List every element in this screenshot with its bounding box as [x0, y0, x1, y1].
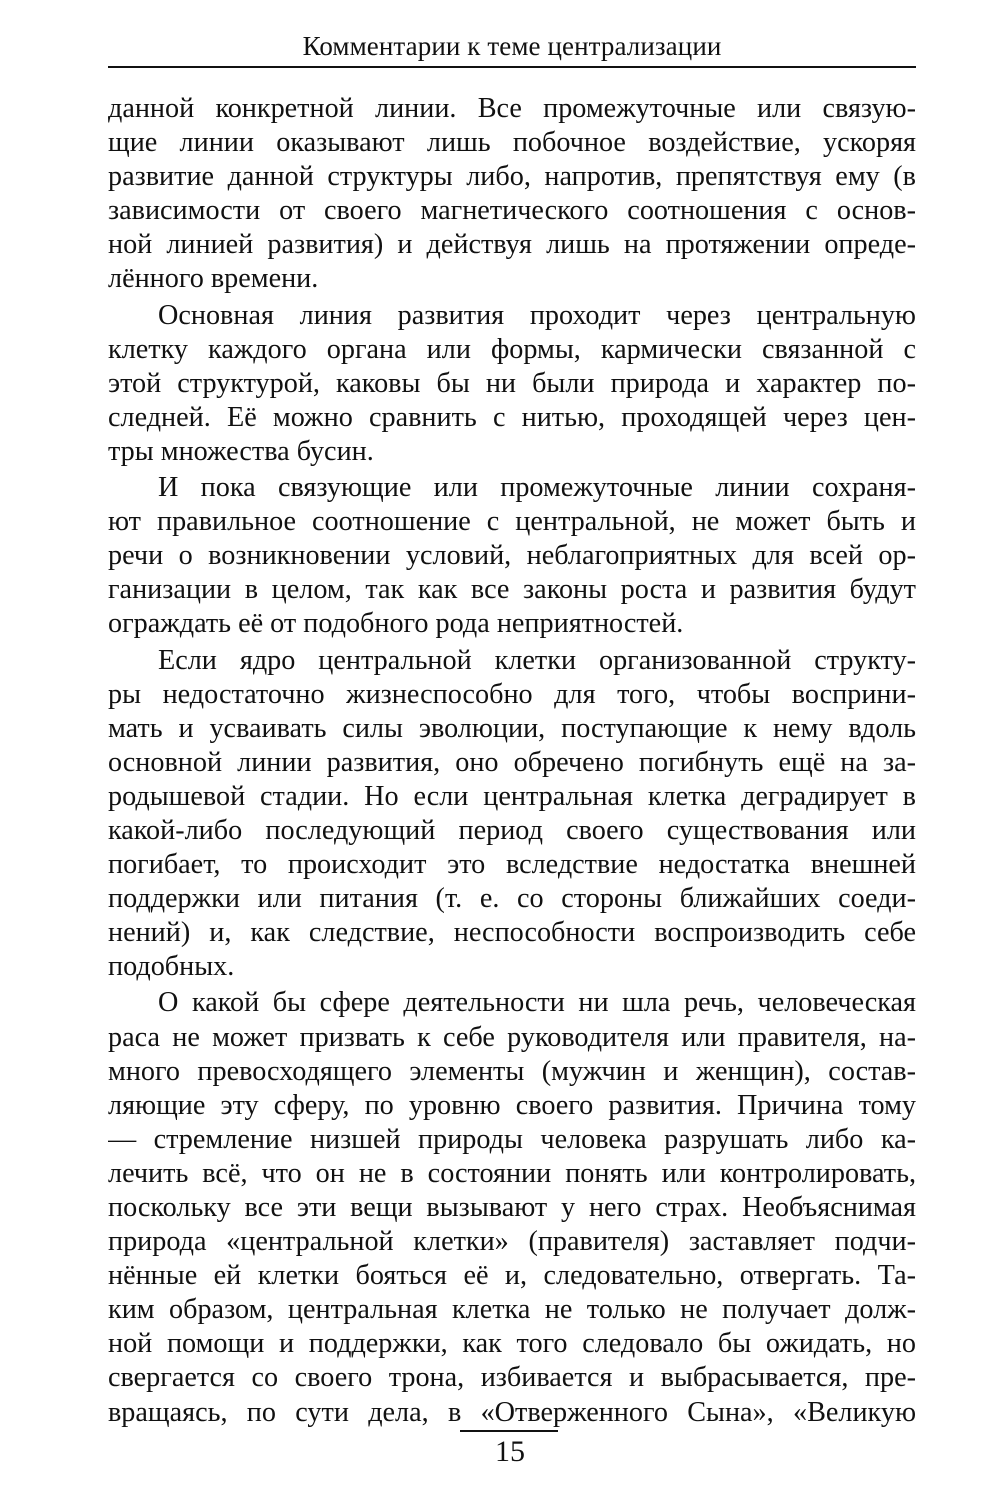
text-line: раса не может призвать к себе руководителя или правителя, на-: [108, 1021, 916, 1053]
text-line: ной помощи и поддержки, как того следовало бы ожидать, но: [108, 1328, 916, 1360]
paragraph: [108, 986, 916, 1429]
text-line: клетку каждого органа или формы, кармически связанной с: [108, 333, 916, 365]
text-line: ной линией развития) и действуя лишь на протяжении опреде-: [108, 229, 916, 261]
text-line: ким образом, центральная клетка не только не получает долж-: [108, 1294, 916, 1326]
text-line: — стремление низшей природы человека разрушать либо ка-: [108, 1123, 916, 1155]
paragraph: [108, 299, 916, 469]
text-line: лечить всё, что он не в состоянии понять или контролировать,: [108, 1157, 916, 1189]
text-line: развитие данной структуры либо, напротив, препятствуя ему (в: [108, 161, 916, 193]
text-line: поскольку все эти вещи вызывают у него страх. Необъяснимая: [108, 1192, 916, 1223]
text-line: родышевой стадии. Но если центральная клетка деградирует в: [108, 780, 916, 812]
text-line: тры множества бусин.: [108, 435, 374, 467]
text-line: ляющие эту сферу, по уровню своего развития. Причина тому: [108, 1089, 916, 1121]
text-line: И пока связующие или промежуточные линии сохраня-: [158, 472, 916, 504]
text-line: ограждать её от подобного рода неприятностей.: [108, 608, 684, 640]
text-line: подобных.: [108, 951, 235, 983]
paragraph: [108, 644, 916, 985]
text-line: данной конкретной линии. Все промежуточные или связую-: [108, 93, 916, 124]
paragraph: [108, 471, 916, 641]
text-line: Основная линия развития проходит через центральную: [158, 299, 916, 331]
text-line: свергается со своего трона, избивается и выбрасывается, пре-: [108, 1362, 916, 1394]
text-line: щие линии оказывают лишь побочное воздействие, ускоряя: [108, 127, 916, 159]
header-rule: [108, 66, 916, 68]
text-line: этой структурой, каковы бы ни были природа и характер по-: [108, 367, 916, 399]
text-line: основной линии развития, оно обречено погибнуть ещё на за-: [108, 746, 916, 778]
text-line: ганизации в целом, так как все законы роста и развития будут: [108, 574, 916, 606]
text-line: зависимости от своего магнетического соотношения с основ-: [108, 195, 916, 227]
text-line: погибает, то происходит это вследствие недостатка внешней: [108, 849, 916, 881]
text-line: следней. Её можно сравнить с нитью, проходящей через цен-: [108, 401, 916, 433]
text-line: ют правильное соотношение с центральной, не может быть и: [108, 506, 916, 538]
running-header: Комментарии к теме централизации: [302, 31, 722, 61]
footer-rule: [460, 1430, 558, 1432]
text-line: ры недостаточно жизнеспособно для того, чтобы восприни-: [108, 678, 916, 710]
text-line: Если ядро центральной клетки организованной структу-: [158, 644, 916, 676]
text-line: мать и усваивать силы эволюции, поступающие к нему вдоль: [108, 712, 916, 744]
text-line: нённые ей клетки бояться её и, следовательно, отвергать. Та-: [108, 1260, 916, 1292]
page-number: 15: [495, 1435, 525, 1468]
text-line: много превосходящего элементы (мужчин и женщин), состав-: [108, 1055, 916, 1087]
text-line: речи о возникновении условий, неблагоприятных для всей ор-: [108, 540, 916, 572]
text-line: нений) и, как следствие, неспособности воспроизводить себе: [108, 917, 916, 949]
text-line: лённого времени.: [108, 263, 319, 295]
body-text: [108, 92, 916, 1430]
text-line: какой-либо последующий период своего существования или: [108, 814, 916, 846]
text-line: природа «центральной клетки» (правителя) заставляет подчи-: [108, 1226, 916, 1258]
text-line: вращаясь, по сути дела, в «Отверженного Сына», «Великую: [108, 1396, 916, 1428]
text-line: поддержки или питания (т. е. со стороны ближайших соеди-: [108, 883, 916, 915]
text-line: О какой бы сфере деятельности ни шла речь, человеческая: [158, 987, 916, 1019]
paragraph: [108, 92, 916, 297]
